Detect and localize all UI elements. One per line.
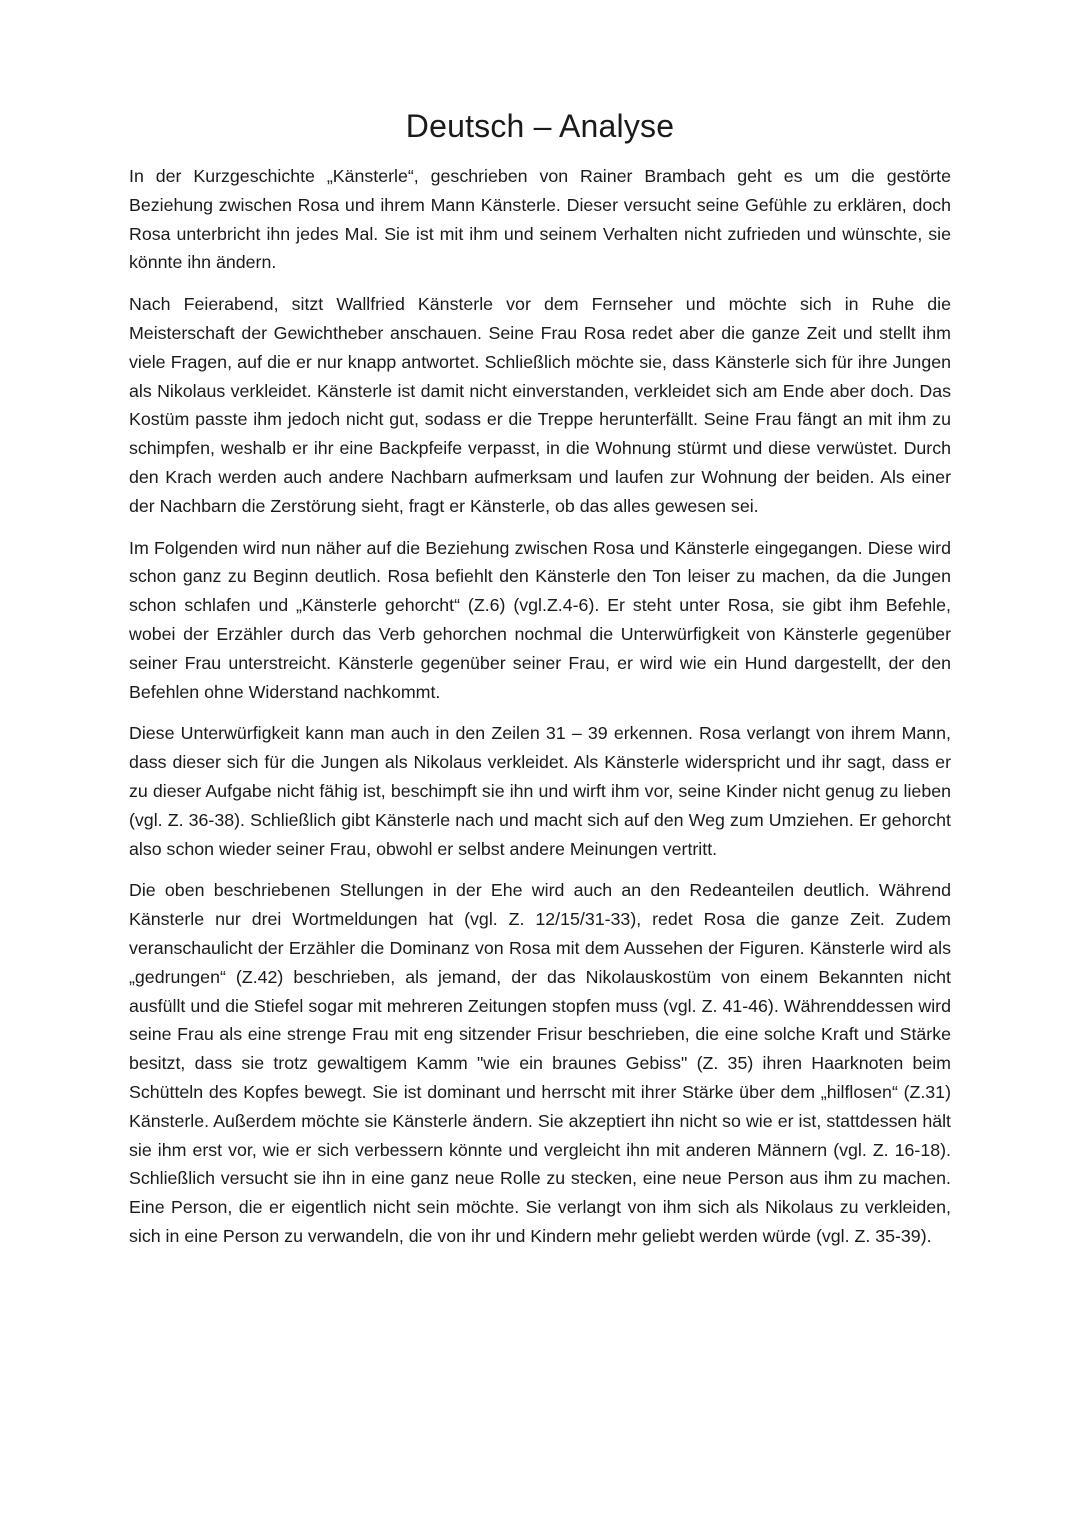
paragraph-submissiveness: Diese Unterwürfigkeit kann man auch in den Zeilen 31 – 39 erkennen. Rosa verlangt von ihrem Mann, dass dieser sich für die Jungen als Nikolaus verkleidet. Als Känsterle widerspricht und ihr sagt, dass er zu dieser Aufgabe nicht fähig ist, beschimpft sie ihn und wirft ihm vor, seine Kinder nicht genug zu lieben (vgl. Z. 36-38). Schließlich gibt Känsterle nach und macht sich auf den Weg zum Umziehen. Er gehorcht also schon wieder seiner Frau, obwohl er selbst andere Meinungen vertritt. — [129, 723, 951, 859]
paragraph-dominance: Die oben beschriebenen Stellungen in der Ehe wird auch an den Redeanteilen deutlich. Während Känsterle nur drei Wortmeldungen hat (vgl. Z. 12/15/31-33), redet Rosa die ganze Zeit. Zudem veranschaulicht der Erzähler die Dominanz von Rosa mit dem Aussehen der Figuren. Känsterle wird als „gedrungen“ (Z.42) beschrieben, als jemand, der das Nikolauskostüm von einem Bekannten nicht ausfüllt und die Stiefel sogar mit mehreren Zeitungen stopfen muss (vgl. Z. 41-46). Währenddessen wird seine Frau als eine strenge Frau mit eng sitzender Frisur beschrieben, die eine solche Kraft und Stärke besitzt, dass sie trotz gewaltigem Kamm "wie ein braunes Gebiss" (Z. 35) ihren Haarknoten beim Schütteln des Kopfes bewegt. Sie ist dominant und herrscht mit ihrer Stärke über dem „hilflosen“ (Z.31) Känsterle. Außerdem möchte sie Känsterle ändern. Sie akzeptiert ihn nicht so wie er ist, stattdessen hält sie ihm erst vor, wie er sich verbessern könnte und vergleicht ihn mit anderen Männern (vgl. Z. 16-18). Schließlich versucht sie ihn in eine ganz neue Rolle zu stecken, eine neue Person aus ihm zu machen. Eine Person, die er eigentlich nicht sein möchte. Sie verlangt von ihm sich als Nikolaus zu verkleiden, sich in eine Person zu verwandeln, die von ihr und Kindern mehr geliebt werden würde (vgl. Z. 35-39). — [129, 880, 951, 1246]
paragraph-summary-intro: In der Kurzgeschichte „Känsterle“, geschrieben von Rainer Brambach geht es um die gestörte Beziehung zwischen Rosa und ihrem Mann Känsterle. Dieser versucht seine Gefühle zu erklären, doch Rosa unterbricht ihn jedes Mal. Sie ist mit ihm und seinem Verhalten nicht zufrieden und wünschte, sie könnte ihn ändern. — [129, 166, 951, 273]
paragraph-plot-summary: Nach Feierabend, sitzt Wallfried Känsterle vor dem Fernseher und möchte sich in Ruhe die Meisterschaft der Gewichtheber anschauen. Seine Frau Rosa redet aber die ganze Zeit und stellt ihm viele Fragen, auf die er nur knapp antwortet. Schließlich möchte sie, dass Känsterle sich für ihre Jungen als Nikolaus verkleidet. Känsterle ist damit nicht einverstanden, verkleidet sich am Ende aber doch. Das Kostüm passte ihm jedoch nicht gut, sodass er die Treppe herunterfällt. Seine Frau fängt an mit ihm zu schimpfen, weshalb er ihr eine Backpfeife verpasst, in die Wohnung stürmt und diese verwüstet. Durch den Krach werden auch andere Nachbarn aufmerksam und laufen zur Wohnung der beiden. Als einer der Nachbarn die Zerstörung sieht, fragt er Känsterle, ob das alles gewesen sei. — [129, 294, 951, 516]
paragraph-relationship: Im Folgenden wird nun näher auf die Beziehung zwischen Rosa und Känsterle eingegangen. Diese wird schon ganz zu Beginn deutlich. Rosa befiehlt den Känsterle den Ton leiser zu machen, da die Jungen schon schlafen und „Känsterle gehorcht“ (Z.6) (vgl.Z.4-6). Er steht unter Rosa, sie gibt ihm Befehle, wobei der Erzähler durch das Verb gehorchen nochmal die Unterwürfigkeit von Känsterle gegenüber seiner Frau unterstreicht. Känsterle gegenüber seiner Frau, er wird wie ein Hund dargestellt, der den Befehlen ohne Widerstand nachkommt. — [129, 537, 951, 702]
document-title: Deutsch – Analyse — [405, 108, 675, 144]
document-page — [129, 102, 951, 1264]
